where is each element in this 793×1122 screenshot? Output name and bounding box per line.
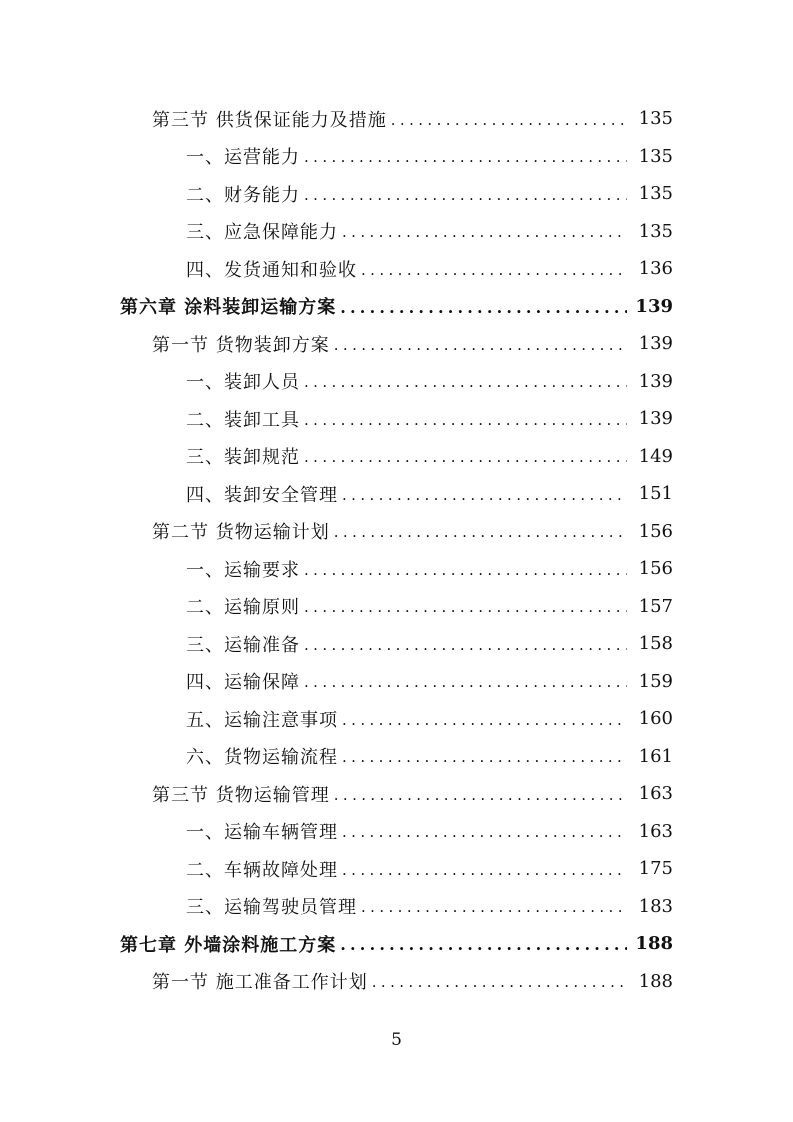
toc-entry-title: 四、装卸安全管理 [186,484,338,506]
toc-entry-page-number: 188 [635,933,673,955]
toc-entry-title: 第三节 货物运输管理 [152,784,330,806]
toc-entry-item[interactable] [0,550,793,588]
toc-entry-title: 第七章 外墙涂料施工方案 [120,934,337,956]
toc-entry-title: 二、财务能力 [186,184,300,206]
toc-entry-title: 第二节 货物运输计划 [152,522,330,544]
toc-entry-section[interactable] [0,775,793,813]
dot-leader [340,935,627,954]
toc-entry-page-number: 149 [638,445,673,467]
dot-leader [391,111,627,129]
toc-entry-page-number: 135 [638,145,673,167]
toc-entry-title: 一、运输车辆管理 [186,822,338,844]
toc-entry-title: 四、运输保障 [186,672,300,694]
toc-entry-page-number: 188 [638,970,673,992]
toc-entry-page-number: 158 [638,633,673,655]
toc-entry-item[interactable] [0,700,793,738]
toc-entry-chapter[interactable] [0,925,793,963]
toc-entry-item[interactable] [0,813,793,851]
toc-entry-item[interactable] [0,213,793,251]
toc-entry-title: 六、货物运输流程 [186,747,338,769]
toc-entry-title: 一、运输要求 [186,559,300,581]
toc-entry-page-number: 161 [638,745,673,767]
toc-entry-item[interactable] [0,438,793,476]
toc-entry-item[interactable] [0,850,793,888]
dot-leader [372,973,627,991]
dot-leader [304,186,627,204]
dot-leader [304,673,627,691]
toc-entry-title: 五、运输注意事项 [186,709,338,731]
toc-entry-page-number: 135 [638,108,673,130]
page-number: 5 [391,1030,402,1050]
dot-leader [304,411,627,429]
toc-entry-page-number: 139 [635,295,673,317]
toc-entry-title: 第一节 施工准备工作计划 [152,972,368,994]
toc-entry-section[interactable] [0,963,793,1001]
dot-leader [334,336,627,354]
toc-entry-section[interactable] [0,325,793,363]
toc-entry-item[interactable] [0,588,793,626]
toc-entry-title: 一、运营能力 [186,147,300,169]
toc-entry-page-number: 139 [638,408,673,430]
dot-leader [304,636,627,654]
toc-entry-page-number: 156 [638,558,673,580]
toc-entry-title: 三、装卸规范 [186,447,300,469]
toc-entry-title: 二、装卸工具 [186,409,300,431]
toc-entry-item[interactable] [0,400,793,438]
dot-leader [304,598,627,616]
table-of-contents [0,100,793,1000]
dot-leader [342,748,627,766]
toc-entry-title: 二、车辆故障处理 [186,859,338,881]
toc-entry-page-number: 135 [638,220,673,242]
toc-entry-item[interactable] [0,475,793,513]
toc-entry-title: 三、运输准备 [186,634,300,656]
toc-entry-item[interactable] [0,738,793,776]
toc-entry-item[interactable] [0,363,793,401]
toc-entry-item[interactable] [0,175,793,213]
dot-leader [334,523,627,541]
dot-leader [342,486,627,504]
toc-entry-page-number: 136 [638,258,673,280]
toc-entry-page-number: 160 [638,708,673,730]
toc-entry-page-number: 163 [638,783,673,805]
dot-leader [342,823,627,841]
toc-entry-item[interactable] [0,625,793,663]
toc-entry-page-number: 175 [638,858,673,880]
toc-entry-title: 三、运输驾驶员管理 [186,897,357,919]
dot-leader [340,298,627,317]
dot-leader [342,711,627,729]
toc-entry-item[interactable] [0,888,793,926]
toc-entry-page-number: 157 [638,595,673,617]
dot-leader [361,261,627,279]
toc-entry-title: 第一节 货物装卸方案 [152,334,330,356]
dot-leader [304,561,627,579]
toc-entry-page-number: 163 [638,820,673,842]
toc-entry-title: 一、装卸人员 [186,372,300,394]
toc-entry-section[interactable] [0,513,793,551]
dot-leader [334,786,627,804]
toc-entry-page-number: 183 [638,895,673,917]
toc-entry-page-number: 159 [638,670,673,692]
dot-leader [304,148,627,166]
toc-entry-page-number: 151 [638,483,673,505]
toc-entry-item[interactable] [0,250,793,288]
toc-entry-item[interactable] [0,663,793,701]
dot-leader [304,448,627,466]
toc-entry-title: 三、应急保障能力 [186,222,338,244]
toc-entry-title: 四、发货通知和验收 [186,259,357,281]
toc-entry-chapter[interactable] [0,288,793,326]
toc-entry-title: 二、运输原则 [186,597,300,619]
dot-leader [342,861,627,879]
dot-leader [342,223,627,241]
toc-entry-section[interactable] [0,100,793,138]
toc-entry-page-number: 139 [638,370,673,392]
toc-entry-page-number: 135 [638,183,673,205]
toc-entry-page-number: 156 [638,520,673,542]
toc-entry-item[interactable] [0,138,793,176]
toc-entry-title: 第三节 供货保证能力及措施 [152,109,387,131]
toc-entry-title: 第六章 涂料装卸运输方案 [120,297,337,319]
dot-leader [304,373,627,391]
dot-leader [361,898,627,916]
toc-entry-page-number: 139 [638,333,673,355]
